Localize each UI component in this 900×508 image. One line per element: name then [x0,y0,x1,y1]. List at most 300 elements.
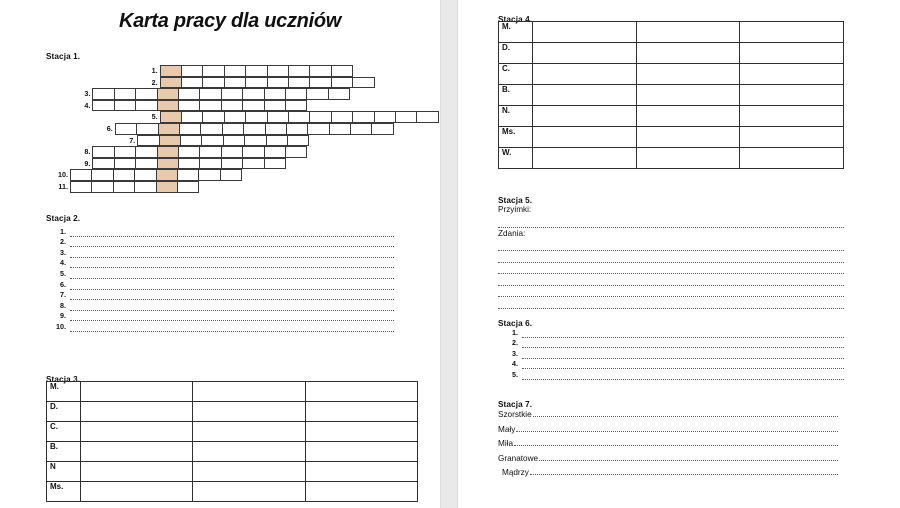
table-cell[interactable] [533,106,637,127]
word-answer-blank[interactable] [514,437,838,446]
word-answer-row[interactable] [498,408,838,423]
table-cell[interactable] [305,482,417,502]
crossword-cell[interactable] [224,65,246,77]
crossword-cell[interactable] [374,111,396,123]
word-answer-blank[interactable] [533,408,838,417]
crossword-cell[interactable] [199,146,221,158]
crossword-cell[interactable] [134,169,156,181]
crossword-cell[interactable] [267,111,289,123]
crossword-cell[interactable] [352,77,374,89]
table-cell[interactable] [81,482,193,502]
crossword-cell[interactable] [178,88,200,100]
crossword-row[interactable] [48,158,438,170]
station-2-answer-lines[interactable] [46,226,394,332]
station-5-label: Stacja 5. [498,196,533,205]
crossword-cell[interactable] [244,135,266,147]
crossword-cell[interactable] [200,123,222,135]
crossword-row[interactable] [48,123,438,135]
table-cell[interactable] [636,64,740,85]
crossword-cell[interactable] [221,146,243,158]
crossword-cell[interactable] [350,123,372,135]
crossword-row-cells [92,146,306,158]
crossword-cell[interactable] [199,158,221,170]
word-answer-row[interactable] [498,452,838,467]
answer-line-row[interactable] [46,258,394,269]
crossword-cell[interactable] [177,181,199,193]
crossword-cell[interactable] [198,169,220,181]
answer-line-blank[interactable] [522,359,844,369]
station-7-label: Stacja 7. [498,400,533,409]
word-answer-row[interactable] [498,466,838,481]
station-5-body[interactable] [498,204,844,309]
crossword-row[interactable] [48,169,438,181]
crossword-row-indent [48,65,138,77]
crossword-row-cells [70,169,241,181]
crossword-row-number: 1. [151,66,158,75]
answer-line-row[interactable] [46,300,394,311]
answer-line-row[interactable] [46,279,394,290]
crossword-cell[interactable] [243,123,265,135]
crossword-cell[interactable] [221,158,243,170]
word-answer-row[interactable] [498,437,838,452]
table-row [499,43,844,64]
table-row-label: C. [499,64,533,85]
crossword-cell[interactable] [267,77,289,89]
crossword-cell[interactable] [307,123,329,135]
table-cell[interactable] [636,148,740,169]
answer-line-number: 4. [512,359,518,369]
crossword-cell[interactable] [114,88,136,100]
table-cell[interactable] [740,106,844,127]
page-left [0,0,440,508]
answer-line-number: 1. [60,226,66,236]
crossword-cell[interactable] [202,77,224,89]
answer-line-row[interactable] [498,348,844,359]
word-prompt: Mały [498,424,516,434]
crossword-row-indent [48,158,70,170]
answer-line-blank[interactable] [70,237,394,247]
table-row [499,85,844,106]
crossword-row[interactable] [48,146,438,158]
crossword-cell[interactable] [285,146,307,158]
answer-line-number: 2. [512,338,518,348]
answer-line-row[interactable] [498,369,844,380]
crossword-cell[interactable] [178,158,200,170]
crossword-cell[interactable] [288,77,310,89]
answer-line-row[interactable] [46,237,394,248]
crossword-cell[interactable] [329,123,351,135]
table-row [47,482,418,502]
table-row [499,106,844,127]
answer-line-blank[interactable] [70,258,394,268]
crossword-cell[interactable] [264,158,286,170]
crossword-row-cells [160,111,438,123]
word-prompt: Szorstkie [498,410,532,419]
crossword-cell-highlighted[interactable] [156,169,178,181]
crossword-row-cells [115,123,393,135]
declension-table[interactable] [498,21,844,169]
crossword-cell[interactable] [267,65,289,77]
crossword-row-cells [92,100,306,112]
table-row [499,22,844,43]
answer-line-blank[interactable] [522,338,844,348]
station-1-label: Stacja 1. [46,52,81,61]
crossword-cell[interactable] [70,181,92,193]
station-1-label-wrap [46,46,80,64]
crossword-cell[interactable] [180,135,202,147]
crossword-cell[interactable] [223,135,245,147]
crossword-cell[interactable] [92,146,114,158]
crossword-cell[interactable] [202,111,224,123]
crossword-row-cells [70,181,198,193]
crossword-cell[interactable] [179,123,201,135]
crossword-cell[interactable] [416,111,438,123]
crossword-cell[interactable] [288,65,310,77]
crossword-row-number: 3. [84,89,91,99]
crossword-cell-highlighted[interactable] [157,158,179,170]
crossword-cell[interactable] [288,111,310,123]
table-cell[interactable] [636,127,740,148]
crossword-row-number: 2. [151,77,158,87]
crossword-cell[interactable] [92,158,114,170]
crossword-cell[interactable] [352,111,374,123]
station-4-table-wrap[interactable] [498,21,844,169]
table-cell[interactable] [193,382,305,402]
word-prompt: Mądrzy [502,468,529,478]
word-answer-blank[interactable] [539,452,838,461]
crossword-cell[interactable] [309,77,331,89]
answer-line-blank[interactable] [70,311,394,321]
answer-line-blank[interactable] [522,328,844,338]
crossword-cell[interactable] [135,158,157,170]
crossword-cell[interactable] [285,88,307,100]
crossword-cell-highlighted[interactable] [159,135,181,147]
table-cell[interactable] [81,442,193,462]
crossword-cell[interactable] [224,111,246,123]
crossword-cell-highlighted[interactable] [160,65,182,77]
crossword-cell[interactable] [114,158,136,170]
crossword-cell[interactable] [201,135,223,147]
crossword-row[interactable] [48,100,438,112]
crossword-row-cells [137,135,308,147]
writing-line[interactable] [498,263,844,275]
writing-line[interactable] [498,286,844,298]
crossword-grid[interactable] [48,65,438,193]
table-cell[interactable] [193,422,305,442]
crossword-row-number: 8. [84,147,91,157]
table-row-label: Ms. [499,127,533,148]
table-cell[interactable] [740,85,844,106]
answer-line-number: 1. [512,327,518,337]
crossword-cell[interactable] [371,123,393,135]
crossword-row-number: 9. [84,158,91,168]
crossword-cell[interactable] [135,88,157,100]
table-cell[interactable] [740,64,844,85]
word-answer-blank[interactable] [530,466,838,475]
crossword-cell[interactable] [309,111,331,123]
crossword-cell[interactable] [92,88,114,100]
answer-line-row[interactable] [46,226,394,237]
crossword-cell[interactable] [331,111,353,123]
crossword-cell[interactable] [328,88,350,100]
table-cell[interactable] [81,402,193,422]
table-cell[interactable] [193,442,305,462]
crossword-cell-highlighted[interactable] [160,111,182,123]
answer-line-blank[interactable] [70,301,394,311]
crossword-cell[interactable] [245,77,267,89]
table-cell[interactable] [193,402,305,422]
answer-line-row[interactable] [498,327,844,338]
crossword-cell[interactable] [220,169,242,181]
page-gutter-divider [440,0,458,508]
crossword-cell[interactable] [181,65,203,77]
crossword-cell[interactable] [222,123,244,135]
table-row [47,422,418,442]
answer-line-row[interactable] [46,268,394,279]
table-row-label: W. [499,148,533,169]
station-4-label: Stacja 4. [498,15,533,24]
crossword-cell-highlighted[interactable] [158,123,180,135]
table-cell[interactable] [636,22,740,43]
table-cell[interactable] [740,127,844,148]
crossword-cell[interactable] [91,181,113,193]
word-answer-row[interactable] [498,423,838,438]
answer-line-blank[interactable] [522,370,844,380]
answer-line-number: 5. [512,369,518,379]
crossword-cell[interactable] [137,135,159,147]
crossword-row-indent [48,135,115,147]
crossword-cell[interactable] [264,100,286,112]
answer-line-number: 6. [60,279,66,289]
answer-line-row[interactable] [46,290,394,301]
crossword-cell[interactable] [92,100,114,112]
answer-line-blank[interactable] [70,248,394,258]
answer-line-blank[interactable] [70,322,394,332]
answer-line-number: 10. [56,321,66,331]
table-cell[interactable] [636,85,740,106]
crossword-cell[interactable] [265,123,287,135]
crossword-cell[interactable] [264,88,286,100]
table-cell[interactable] [305,382,417,402]
page-right [458,0,900,508]
word-answer-blank[interactable] [516,423,838,432]
table-row [499,64,844,85]
crossword-cell[interactable] [221,88,243,100]
crossword-cell[interactable] [113,181,135,193]
table-row-label: C. [47,422,81,442]
crossword-cell[interactable] [181,111,203,123]
station-3-label: Stacja 3. [46,375,81,384]
crossword-cell[interactable] [306,88,328,100]
crossword-cell[interactable] [177,169,199,181]
table-cell[interactable] [81,382,193,402]
crossword-cell[interactable] [114,100,136,112]
writing-line[interactable] [498,274,844,286]
answer-line-number: 9. [60,311,66,321]
table-cell[interactable] [81,462,193,482]
table-cell[interactable] [636,43,740,64]
crossword-cell-highlighted[interactable] [160,77,182,89]
crossword-row-number: 5. [151,112,158,122]
station-2-label-wrap [46,208,80,226]
table-cell[interactable] [305,402,417,422]
table-row [499,148,844,169]
crossword-cell[interactable] [331,65,353,77]
answer-line-row[interactable] [46,311,394,322]
table-row-label: D. [499,43,533,64]
table-cell[interactable] [533,85,637,106]
station-6-label: Stacja 6. [498,319,533,328]
crossword-row-number: 4. [84,100,91,110]
station-3-table-wrap[interactable] [46,381,418,502]
crossword-cell[interactable] [242,100,264,112]
crossword-row-cells [92,158,285,170]
crossword-cell-highlighted[interactable] [157,88,179,100]
crossword-row[interactable] [48,65,438,77]
answer-line-number: 5. [60,268,66,278]
table-cell[interactable] [193,482,305,502]
crossword-cell[interactable] [224,77,246,89]
crossword-cell[interactable] [113,169,135,181]
crossword-cell[interactable] [242,158,264,170]
answer-line-row[interactable] [498,338,844,349]
crossword-row-cells [160,77,374,89]
answer-line-blank[interactable] [70,290,394,300]
table-cell[interactable] [533,43,637,64]
answer-line-blank[interactable] [70,269,394,279]
crossword-row[interactable] [48,88,438,100]
station-7-word-lines[interactable] [498,408,838,481]
crossword-cell[interactable] [395,111,417,123]
crossword-row-number: 7. [129,135,136,145]
table-cell[interactable] [740,22,844,43]
field-label: Przyimki: [498,205,532,214]
table-row [47,402,418,422]
crossword-cell[interactable] [245,65,267,77]
crossword-cell[interactable] [221,100,243,112]
crossword-cell[interactable] [286,123,308,135]
table-cell[interactable] [193,462,305,482]
crossword-cell[interactable] [134,181,156,193]
table-cell[interactable] [305,422,417,442]
writing-line[interactable] [498,216,844,228]
crossword-cell[interactable] [181,77,203,89]
table-cell[interactable] [533,127,637,148]
crossword-cell[interactable] [199,100,221,112]
crossword-cell[interactable] [266,135,288,147]
table-cell[interactable] [305,462,417,482]
crossword-row-indent [48,146,70,158]
word-prompt: Granatowe [498,453,539,463]
writing-line[interactable] [498,251,844,263]
crossword-row-cells [160,65,353,77]
word-prompt: Miła [498,439,514,449]
crossword-row[interactable] [48,77,438,89]
table-row [47,382,418,402]
crossword-row[interactable] [48,181,438,193]
table-row-label: N. [499,106,533,127]
crossword-row-indent [48,88,70,100]
crossword-cell[interactable] [285,100,307,112]
crossword-cell[interactable] [242,146,264,158]
crossword-cell[interactable] [202,65,224,77]
crossword-row-number: 11. [58,181,68,191]
crossword-cell[interactable] [287,135,309,147]
crossword-row-cells [92,88,349,100]
writing-line[interactable] [498,240,844,252]
crossword-cell[interactable] [136,123,158,135]
table-cell[interactable] [740,43,844,64]
table-row-label: B. [47,442,81,462]
answer-line-number: 2. [60,237,66,247]
crossword-cell-highlighted[interactable] [157,100,179,112]
crossword-cell[interactable] [135,146,157,158]
crossword-cell[interactable] [115,123,137,135]
crossword-cell[interactable] [199,88,221,100]
crossword-cell[interactable] [242,88,264,100]
crossword-cell[interactable] [178,100,200,112]
table-cell[interactable] [636,106,740,127]
answer-line-blank[interactable] [70,227,394,237]
table-row-label: D. [47,402,81,422]
table-row-label: M. [499,22,533,43]
crossword-cell[interactable] [331,77,353,89]
crossword-cell[interactable] [70,169,92,181]
crossword-row-number: 6. [106,123,113,133]
station-2-label: Stacja 2. [46,214,81,223]
answer-line-number: 3. [512,348,518,358]
writing-line[interactable] [498,297,844,309]
crossword-cell[interactable] [114,146,136,158]
table-row [499,127,844,148]
crossword-cell-highlighted[interactable] [157,146,179,158]
crossword-row-indent [48,123,93,135]
crossword-cell-highlighted[interactable] [156,181,178,193]
crossword-cell[interactable] [178,146,200,158]
crossword-row[interactable] [48,135,438,147]
answer-line-blank[interactable] [522,349,844,359]
answer-line-row[interactable] [46,247,394,258]
table-cell[interactable] [81,422,193,442]
answer-line-row[interactable] [46,321,394,332]
crossword-row[interactable] [48,111,438,123]
crossword-cell[interactable] [91,169,113,181]
answer-line-number: 4. [60,258,66,268]
answer-line-number: 7. [60,290,66,300]
page-title: Karta pracy dla uczniów [118,10,342,32]
crossword-row-indent [48,111,138,123]
table-row-label: Ms. [47,482,81,502]
crossword-cell[interactable] [245,111,267,123]
answer-line-row[interactable] [498,359,844,370]
table-cell[interactable] [533,64,637,85]
station-6-answer-lines[interactable] [498,327,844,380]
table-cell[interactable] [533,22,637,43]
crossword-cell[interactable] [264,146,286,158]
answer-line-blank[interactable] [70,280,394,290]
field-label: Zdania: [498,228,526,238]
table-cell[interactable] [305,442,417,462]
table-row [47,442,418,462]
table-row-label: B. [499,85,533,106]
answer-line-number: 8. [60,300,66,310]
crossword-cell[interactable] [135,100,157,112]
answer-line-number: 3. [60,247,66,257]
table-cell[interactable] [533,148,637,169]
table-cell[interactable] [740,148,844,169]
declension-table[interactable] [46,381,418,502]
crossword-cell[interactable] [309,65,331,77]
